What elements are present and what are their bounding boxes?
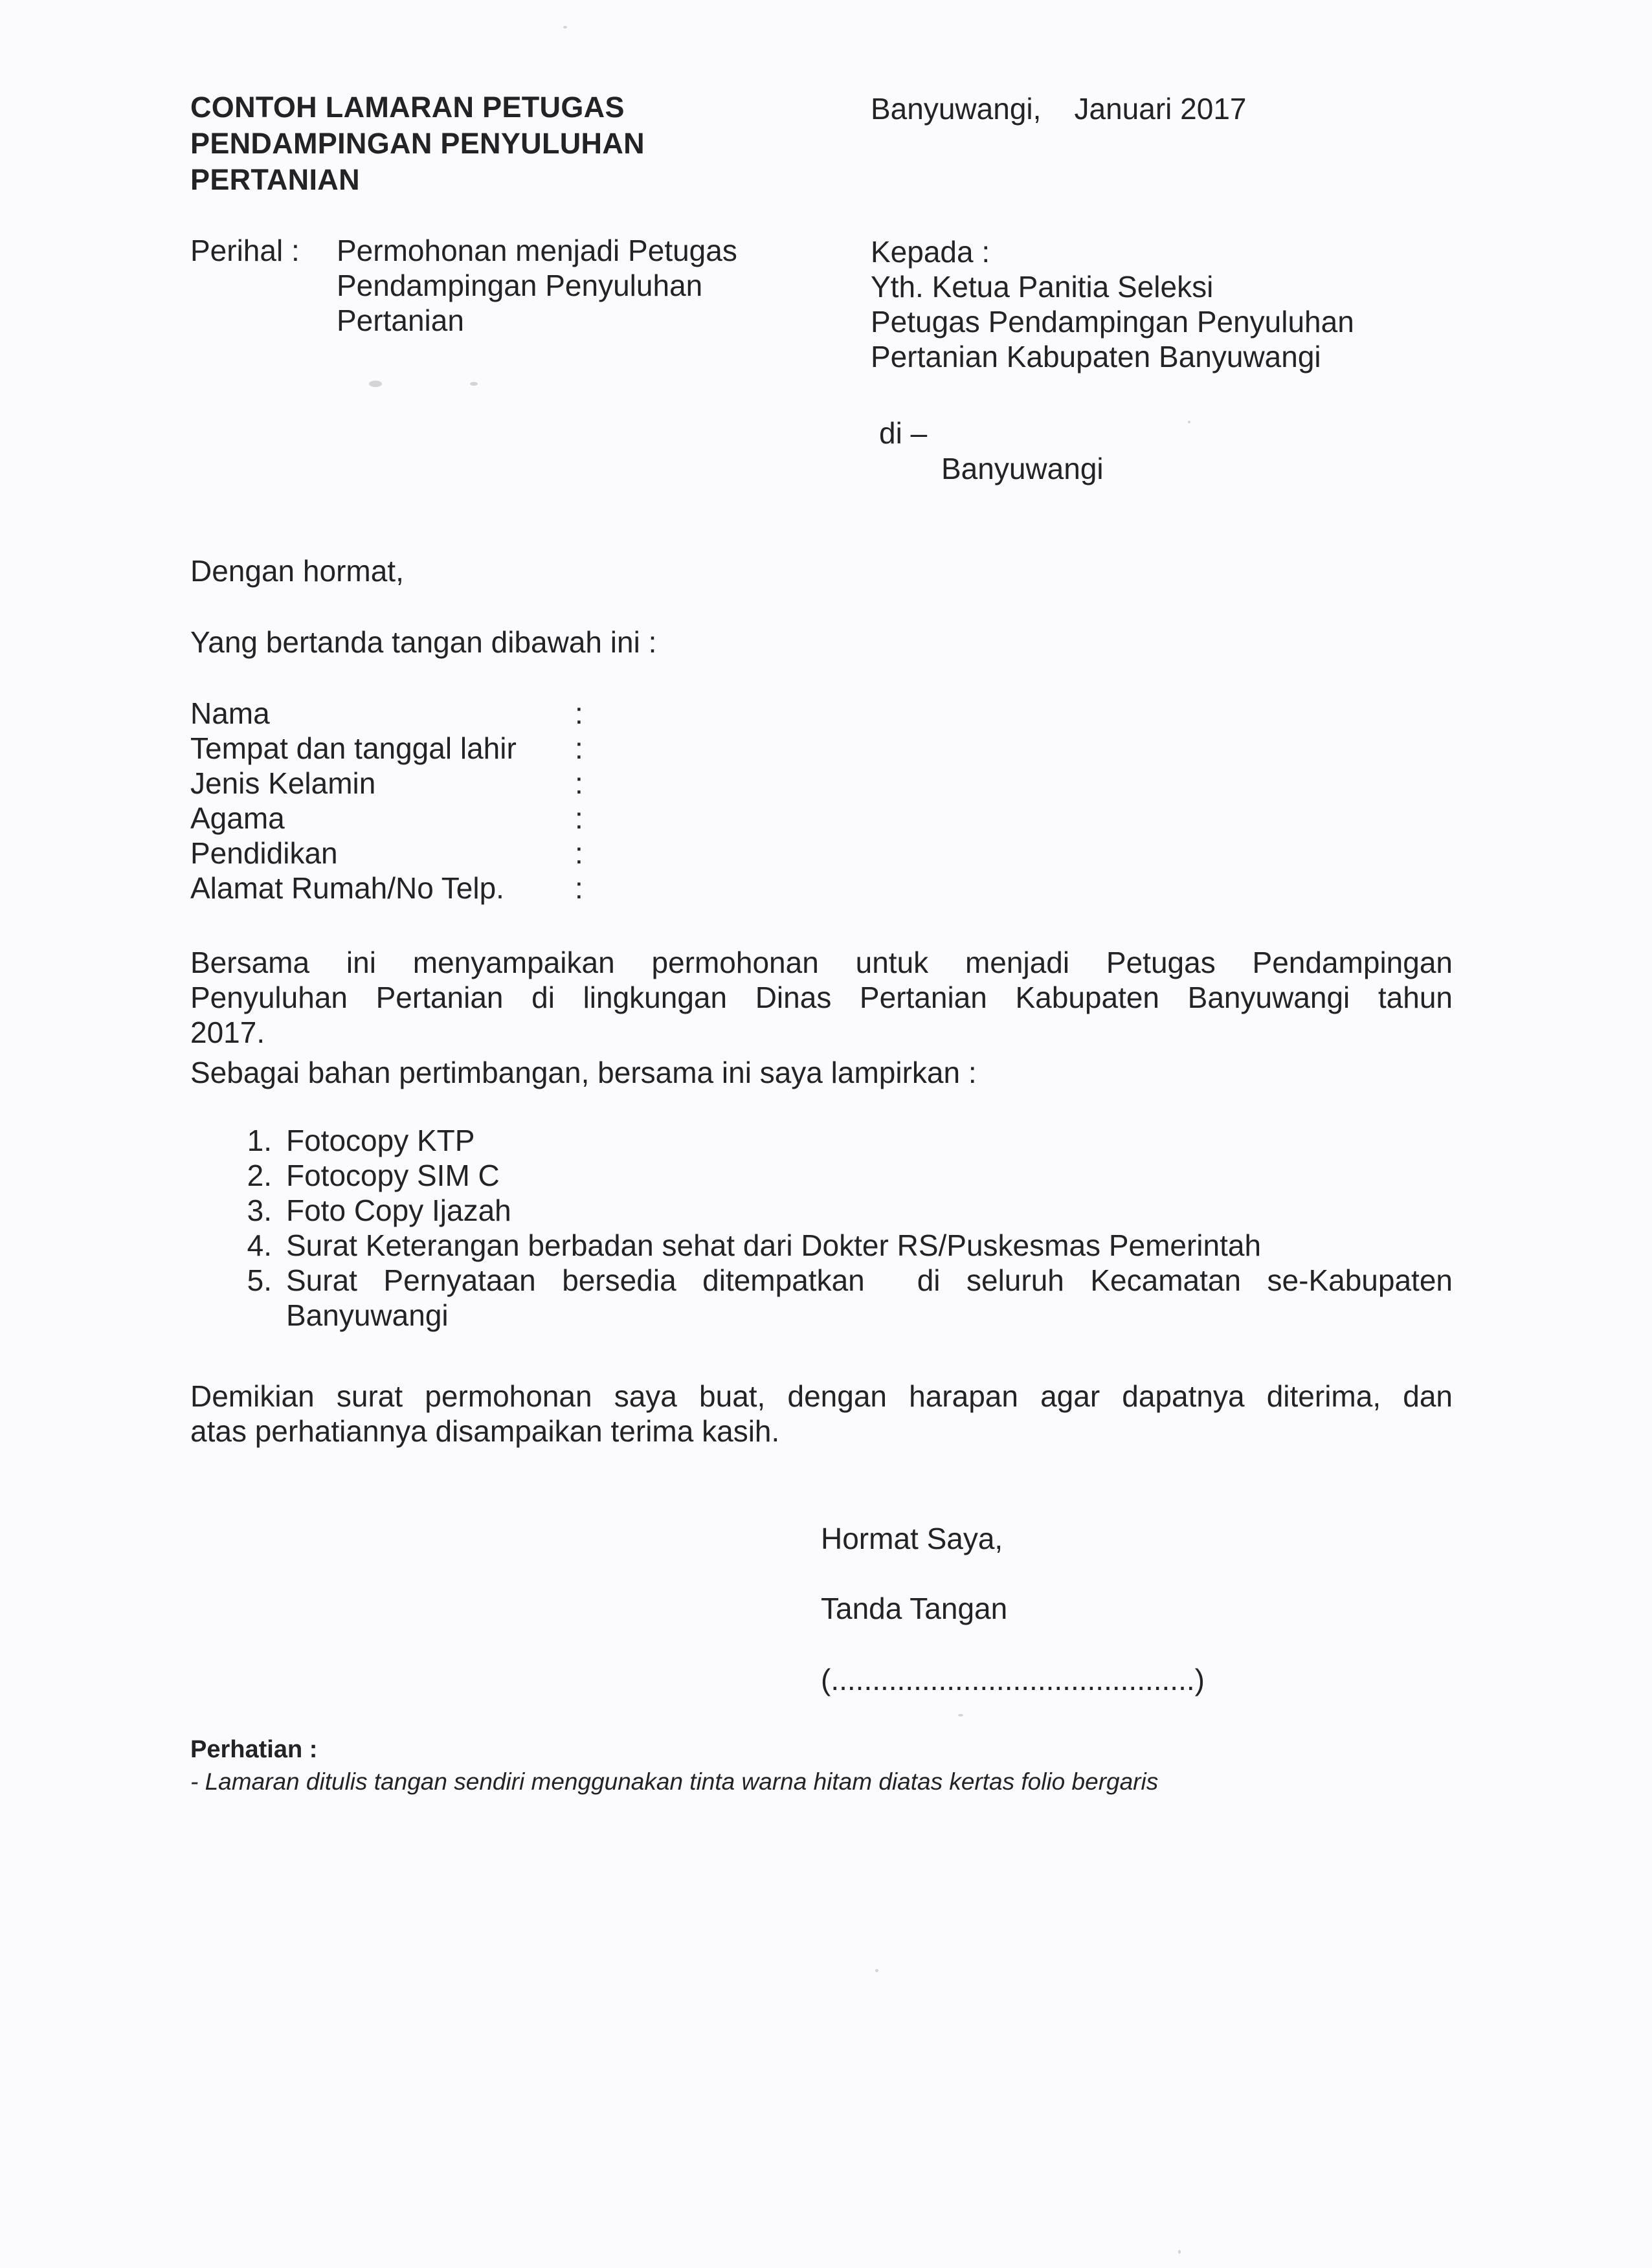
- closing-regards: Hormat Saya,: [821, 1522, 1003, 1555]
- recipient-di: di –: [879, 416, 928, 450]
- paragraph-line: atas perhatiannya disampaikan terima kasih.: [190, 1414, 780, 1448]
- list-text-line: Surat Pernyataan bersedia ditempatkan di seluruh Kecamatan se-Kabupaten: [286, 1263, 1453, 1297]
- note-text: - Lamaran ditulis tangan sendiri menggunakan tinta warna hitam diatas kertas folio bergaris: [190, 1768, 1159, 1795]
- scan-speck: [1178, 2250, 1181, 2254]
- list-item: [190, 1193, 1453, 1228]
- paragraph-line: Penyuluhan Pertanian di lingkungan Dinas Pertanian Kabupaten Banyuwangi tahun: [190, 981, 1453, 1014]
- list-number: 2.: [247, 1159, 272, 1192]
- list-text: Fotocopy SIM C: [286, 1159, 500, 1192]
- list-number: 4.: [247, 1228, 272, 1262]
- list-item: [190, 1228, 1453, 1263]
- note-label: Perhatian :: [190, 1736, 318, 1763]
- paragraph-line: Demikian surat permohonan saya buat, dengan harapan agar dapatnya diterima, dan: [190, 1379, 1453, 1413]
- paragraph-line: 2017.: [190, 1016, 265, 1049]
- field-label: Tempat dan tanggal lahir: [190, 731, 517, 765]
- field-colon: :: [575, 871, 583, 905]
- scan-speck: [875, 1969, 878, 1972]
- title-line: PENDAMPINGAN PENYULUHAN: [190, 127, 645, 160]
- recipient-line: Yth. Ketua Panitia Seleksi: [871, 270, 1214, 304]
- field-colon: :: [575, 696, 583, 730]
- field-label: Alamat Rumah/No Telp.: [190, 871, 504, 905]
- intro-line: Yang bertanda tangan dibawah ini :: [190, 625, 657, 659]
- list-text: Fotocopy KTP: [286, 1124, 475, 1157]
- recipient-block: [871, 234, 1354, 374]
- attachments-intro: Sebagai bahan pertimbangan, bersama ini saya lampirkan :: [190, 1056, 977, 1089]
- perihal-line: Pendampingan Penyuluhan: [337, 269, 703, 302]
- list-text: Surat Keterangan berbadan sehat dari Dokter RS/Puskesmas Pemerintah: [286, 1228, 1262, 1262]
- title-line: CONTOH LAMARAN PETUGAS: [190, 91, 625, 124]
- list-text: Foto Copy Ijazah: [286, 1194, 511, 1227]
- field-colon: :: [575, 766, 583, 800]
- field-colon: :: [575, 801, 583, 835]
- recipient-line: Kepada :: [871, 235, 990, 269]
- list-number: 1.: [247, 1124, 272, 1157]
- recipient-line: Petugas Pendampingan Penyuluhan: [871, 305, 1354, 339]
- perihal-line: Permohonan menjadi Petugas: [337, 234, 737, 267]
- paragraph-line: Bersama ini menyampaikan permohonan untuk menjadi Petugas Pendampingan: [190, 946, 1453, 979]
- recipient-city: Banyuwangi: [941, 452, 1104, 485]
- list-text-line: Banyuwangi: [286, 1298, 449, 1332]
- field-colons: [575, 696, 583, 906]
- salutation: Dengan hormat,: [190, 554, 404, 588]
- closing-paragraph: [190, 1379, 1453, 1449]
- field-label: Pendidikan: [190, 836, 338, 870]
- letter-title: [190, 89, 645, 198]
- attachments-list: [190, 1123, 1453, 1333]
- perihal-subject: [337, 233, 737, 338]
- scan-speck: [1188, 421, 1190, 423]
- list-item: [190, 1158, 1453, 1193]
- scan-speck: [470, 382, 478, 386]
- list-item: [190, 1263, 1453, 1333]
- field-colon: :: [575, 731, 583, 765]
- perihal-line: Pertanian: [337, 304, 464, 337]
- scan-speck: [563, 26, 567, 28]
- list-number: 5.: [247, 1263, 272, 1297]
- list-text: [286, 1263, 1453, 1333]
- application-paragraph: [190, 945, 1453, 1050]
- applicant-fields: [190, 696, 517, 906]
- field-label: Jenis Kelamin: [190, 766, 376, 800]
- scan-speck: [958, 1714, 963, 1717]
- signature-label: Tanda Tangan: [821, 1592, 1008, 1625]
- recipient-line: Pertanian Kabupaten Banyuwangi: [871, 340, 1321, 373]
- signature-line: (............................................): [821, 1663, 1205, 1696]
- field-colon: :: [575, 836, 583, 870]
- title-line: PERTANIAN: [190, 163, 360, 196]
- field-label: Nama: [190, 696, 270, 730]
- field-label: Agama: [190, 801, 285, 835]
- scan-speck: [369, 381, 382, 387]
- letter-date: Banyuwangi, Januari 2017: [871, 92, 1247, 126]
- list-number: 3.: [247, 1194, 272, 1227]
- perihal-label: Perihal :: [190, 234, 300, 267]
- list-item: [190, 1123, 1453, 1158]
